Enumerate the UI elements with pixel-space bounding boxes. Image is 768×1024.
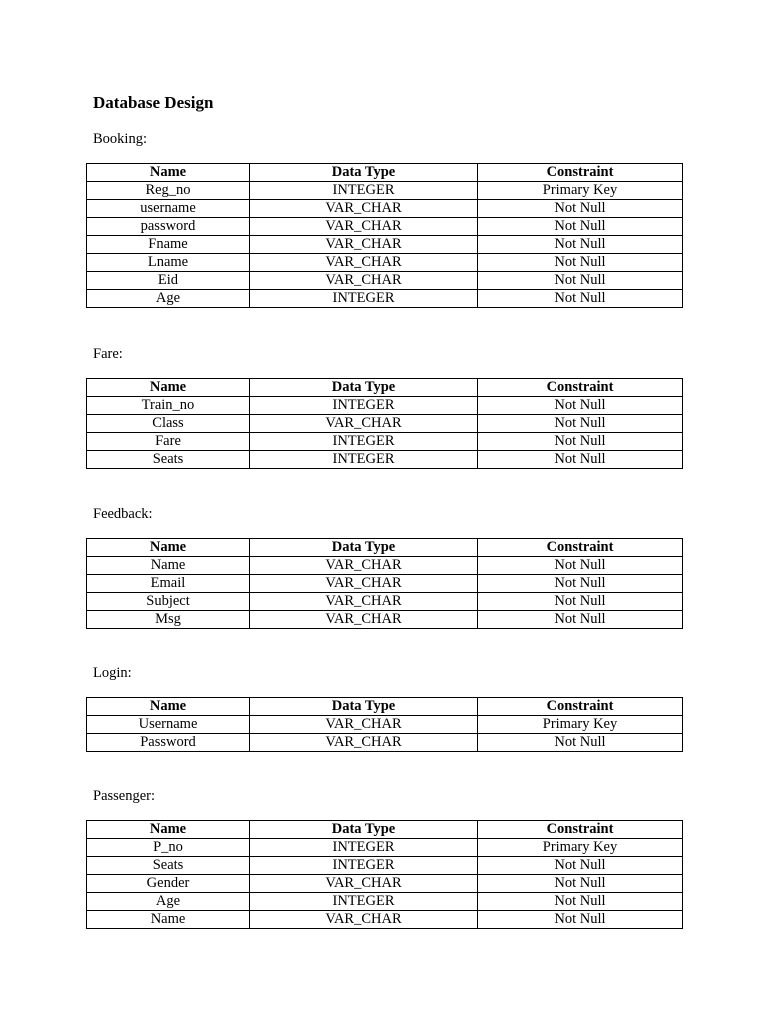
table-feedback [86, 538, 683, 629]
cell-data-type: VAR_CHAR [250, 557, 478, 575]
cell-data-type: VAR_CHAR [250, 200, 478, 218]
column-header-data-type: Data Type [250, 379, 478, 397]
column-header-constraint: Constraint [478, 164, 683, 182]
cell-data-type: VAR_CHAR [250, 272, 478, 290]
cell-constraint: Not Null [478, 236, 683, 254]
cell-constraint: Not Null [478, 218, 683, 236]
cell-name: Reg_no [87, 182, 250, 200]
table-row [87, 857, 683, 875]
table-row [87, 218, 683, 236]
table-row [87, 911, 683, 929]
cell-data-type: INTEGER [250, 857, 478, 875]
cell-name: Age [87, 893, 250, 911]
cell-constraint: Primary Key [478, 182, 683, 200]
cell-constraint: Not Null [478, 200, 683, 218]
table-row [87, 893, 683, 911]
cell-data-type: VAR_CHAR [250, 716, 478, 734]
column-header-data-type: Data Type [250, 164, 478, 182]
column-header-data-type: Data Type [250, 698, 478, 716]
table-row [87, 451, 683, 469]
column-header-name: Name [87, 698, 250, 716]
table-row [87, 415, 683, 433]
column-header-data-type: Data Type [250, 821, 478, 839]
cell-name: Seats [87, 451, 250, 469]
cell-constraint: Not Null [478, 734, 683, 752]
table-row [87, 575, 683, 593]
table-fare [86, 378, 683, 469]
column-header-constraint: Constraint [478, 821, 683, 839]
table-row [87, 433, 683, 451]
cell-data-type: INTEGER [250, 397, 478, 415]
cell-data-type: VAR_CHAR [250, 218, 478, 236]
table-row [87, 839, 683, 857]
cell-data-type: INTEGER [250, 893, 478, 911]
table-row [87, 254, 683, 272]
cell-name: Username [87, 716, 250, 734]
section-label-feedback: Feedback: [93, 506, 153, 522]
cell-name: username [87, 200, 250, 218]
table-header-row [87, 698, 683, 716]
cell-data-type: INTEGER [250, 839, 478, 857]
cell-name: password [87, 218, 250, 236]
cell-constraint: Primary Key [478, 716, 683, 734]
cell-name: Name [87, 557, 250, 575]
column-header-name: Name [87, 539, 250, 557]
cell-name: Lname [87, 254, 250, 272]
cell-name: Age [87, 290, 250, 308]
cell-name: Eid [87, 272, 250, 290]
table-booking [86, 163, 683, 308]
table-row [87, 272, 683, 290]
cell-data-type: VAR_CHAR [250, 575, 478, 593]
table-login [86, 697, 683, 752]
cell-data-type: INTEGER [250, 182, 478, 200]
cell-constraint: Primary Key [478, 839, 683, 857]
cell-name: Train_no [87, 397, 250, 415]
table-row [87, 397, 683, 415]
cell-constraint: Not Null [478, 875, 683, 893]
cell-constraint: Not Null [478, 893, 683, 911]
cell-constraint: Not Null [478, 593, 683, 611]
page-title: Database Design [93, 93, 214, 112]
cell-data-type: INTEGER [250, 290, 478, 308]
table-header-row [87, 821, 683, 839]
cell-constraint: Not Null [478, 451, 683, 469]
column-header-data-type: Data Type [250, 539, 478, 557]
cell-name: Fname [87, 236, 250, 254]
cell-data-type: VAR_CHAR [250, 415, 478, 433]
cell-name: Subject [87, 593, 250, 611]
section-label-login: Login: [93, 665, 132, 681]
cell-constraint: Not Null [478, 290, 683, 308]
cell-constraint: Not Null [478, 272, 683, 290]
cell-name: Gender [87, 875, 250, 893]
table-row [87, 875, 683, 893]
section-label-fare: Fare: [93, 346, 123, 362]
cell-name: Name [87, 911, 250, 929]
cell-data-type: VAR_CHAR [250, 911, 478, 929]
cell-constraint: Not Null [478, 397, 683, 415]
cell-constraint: Not Null [478, 254, 683, 272]
cell-name: Password [87, 734, 250, 752]
cell-data-type: INTEGER [250, 451, 478, 469]
cell-name: Email [87, 575, 250, 593]
table-row [87, 611, 683, 629]
column-header-constraint: Constraint [478, 379, 683, 397]
cell-data-type: VAR_CHAR [250, 236, 478, 254]
cell-constraint: Not Null [478, 415, 683, 433]
table-row [87, 557, 683, 575]
cell-data-type: VAR_CHAR [250, 611, 478, 629]
table-header-row [87, 379, 683, 397]
cell-constraint: Not Null [478, 911, 683, 929]
cell-name: P_no [87, 839, 250, 857]
table-row [87, 734, 683, 752]
column-header-constraint: Constraint [478, 539, 683, 557]
table-header-row [87, 539, 683, 557]
cell-data-type: VAR_CHAR [250, 593, 478, 611]
table-header-row [87, 164, 683, 182]
cell-constraint: Not Null [478, 557, 683, 575]
cell-constraint: Not Null [478, 857, 683, 875]
table-row [87, 200, 683, 218]
cell-name: Class [87, 415, 250, 433]
table-passenger [86, 820, 683, 929]
cell-constraint: Not Null [478, 575, 683, 593]
cell-data-type: VAR_CHAR [250, 734, 478, 752]
table-row [87, 182, 683, 200]
cell-name: Fare [87, 433, 250, 451]
cell-data-type: VAR_CHAR [250, 254, 478, 272]
cell-constraint: Not Null [478, 611, 683, 629]
section-label-passenger: Passenger: [93, 788, 156, 804]
table-row [87, 716, 683, 734]
cell-name: Seats [87, 857, 250, 875]
column-header-name: Name [87, 821, 250, 839]
cell-data-type: INTEGER [250, 433, 478, 451]
table-row [87, 236, 683, 254]
cell-constraint: Not Null [478, 433, 683, 451]
column-header-name: Name [87, 164, 250, 182]
table-row [87, 593, 683, 611]
column-header-name: Name [87, 379, 250, 397]
section-label-booking: Booking: [93, 131, 147, 147]
table-row [87, 290, 683, 308]
cell-name: Msg [87, 611, 250, 629]
cell-data-type: VAR_CHAR [250, 875, 478, 893]
column-header-constraint: Constraint [478, 698, 683, 716]
